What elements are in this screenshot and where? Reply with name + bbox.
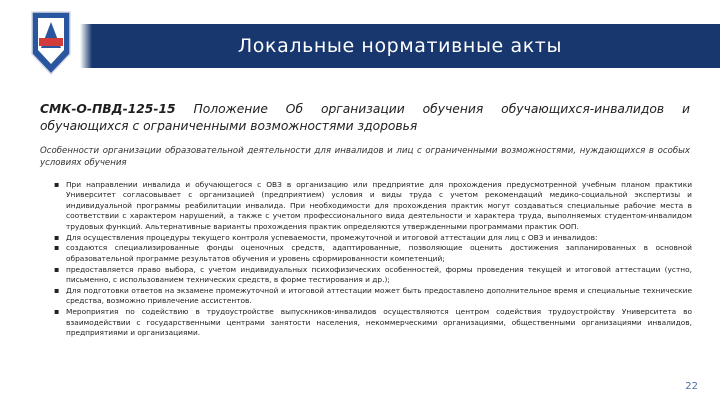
document-code: СМК-О-ПВД-125-15	[40, 102, 176, 116]
university-logo	[30, 8, 72, 76]
list-item	[52, 180, 692, 232]
list-item-text: Мероприятия по содействию в трудоустройстве выпускников-инвалидов осуществляются центром содействия трудоустройству Университета во взаимодействии с государственными центрами занятости населения, некоммерческими организациями, общественными организациями инвалидов, предприятиями и организациями.	[66, 307, 692, 338]
bullet-icon: ▪	[54, 243, 60, 253]
list-item-text: предоставляется право выбора, с учетом индивидуальных психофизических особенностей, формы проведения текущей и итоговой аттестации (устно, письменно, с использованием технических средств, в форме тестирования и др.);	[66, 264, 692, 285]
page-number: 22	[685, 381, 698, 392]
page-title: Локальные нормативные акты	[237, 35, 563, 57]
header-bar-fade	[80, 24, 92, 68]
list-item	[52, 286, 692, 307]
bullet-icon: ▪	[54, 286, 60, 296]
bullet-icon: ▪	[54, 264, 60, 274]
list-item	[52, 307, 692, 338]
section-subheading: Особенности организации образовательной деятельности для инвалидов и лиц с ограниченными возможностями, нуждающихся в особых условиях обучения	[40, 146, 690, 168]
bullet-icon: ▪	[54, 232, 60, 242]
list-item-text: При направлении инвалида и обучающегося с ОВЗ в организацию или предприятие для прохождения предусмотренной учебным планом практики Университет согласовывает с организацией (предприятием) условия и виды труда с учетом рекомендаций медико-социальной экспертизы и индивидуальной программы реабилитации инвалида. При необходимости для прохождения практик могут создаваться специальные рабочие места в соответствии с характером нарушений, а также с учетом профессионального вида деятельности и характера труда, выполняемых студентом-инвалидом трудовых функций. Альтернативные варианты прохождения практик определяются утвержденными программами практик ООП.	[66, 180, 692, 231]
document-heading	[40, 101, 690, 135]
list-item	[52, 243, 692, 264]
list-item-text: Для подготовки ответов на экзамене промежуточной и итоговой аттестации может быть предоставлено дополнительное время и специальные технические средства, возможно привлечение ассистентов.	[66, 286, 692, 306]
list-item	[52, 265, 692, 286]
bullet-icon: ▪	[54, 307, 60, 317]
list-item-text: Для осуществления процедуры текущего контроля успеваемости, промежуточной и итоговой аттестации для лиц с ОВЗ и инвалидов:	[66, 232, 598, 242]
header-bar	[80, 24, 720, 68]
list-item-text: создаются специализированные фонды оценочных средств, адаптированные, позволяющие оценить достижения запланированных в основной образовательной программе результатов обучения и уровень сформированности компетенций;	[66, 243, 692, 263]
bullet-icon: ▪	[54, 180, 60, 189]
list-item	[52, 233, 692, 243]
bullet-list	[52, 180, 692, 339]
document-heading-text: Положение Об организации обучения обучающихся-инвалидов и обучающихся с ограниченными возможностями здоровья	[40, 102, 690, 133]
